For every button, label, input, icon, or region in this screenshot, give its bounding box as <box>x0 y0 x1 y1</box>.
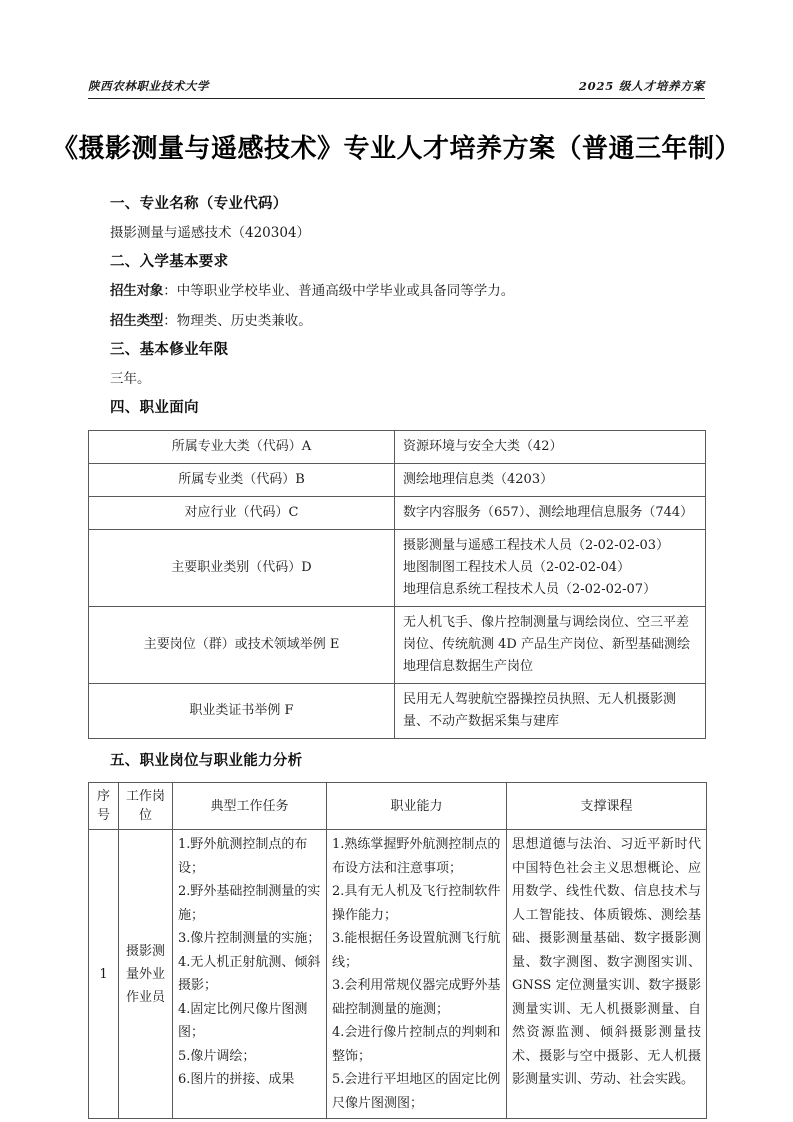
column-header: 支撑课程 <box>507 783 707 830</box>
job-ability-table <box>88 782 707 1119</box>
column-header: 序号 <box>89 783 119 830</box>
career-value-line: 数字内容服务（657）、测绘地理信息服务（744） <box>403 505 694 520</box>
list-item: 1.野外航测控制点的布设； <box>178 837 308 876</box>
section-heading-four: 四、职业面向 <box>110 400 199 416</box>
admission-target-line <box>88 276 706 306</box>
table-header-row <box>89 783 707 830</box>
list-item: 4.固定比例尺像片图测图； <box>178 1001 308 1040</box>
list-item: 3.会利用常规仪器完成野外基础控制测量的施测； <box>332 978 501 1017</box>
career-row-value <box>395 464 706 497</box>
table-row <box>89 464 706 497</box>
career-value-line: 地图制图工程技术人员（2-02-02-04） <box>403 560 631 575</box>
section-heading-one: 一、专业名称（专业代码） <box>110 196 288 212</box>
admission-type-line <box>88 306 706 336</box>
ability-table-body <box>89 830 707 1119</box>
admission-type-label: 招生类型 <box>110 313 164 329</box>
section-heading-two: 二、入学基本要求 <box>110 254 229 270</box>
list-item: 6.图片的拼接、成果 <box>178 1072 295 1087</box>
career-row-value <box>395 684 706 739</box>
career-row-value <box>395 530 706 607</box>
list-item: 2.具有无人机及飞行控制软件操作能力； <box>332 884 501 923</box>
column-header: 职业能力 <box>327 783 507 830</box>
study-duration: 三年。 <box>110 371 151 387</box>
column-header: 工作岗位 <box>119 783 173 830</box>
admission-target-value: ：中等职业学校毕业、普通高级中学毕业或具备同等学力。 <box>163 283 515 299</box>
page-title: 《摄影测量与遥感技术》专业人才培养方案（普通三年制） <box>51 134 741 164</box>
list-item: 5.像片调绘； <box>178 1048 256 1064</box>
career-row-label: 所属专业大类（代码）A <box>89 431 395 464</box>
career-row-label: 主要职业类别（代码）D <box>89 530 395 607</box>
ability-table-head <box>89 783 707 830</box>
section-heading-five: 五、职业岗位与职业能力分析 <box>110 753 303 769</box>
row-index: 1 <box>89 830 119 1119</box>
career-value-line: 摄影测量与遥感工程技术人员（2-02-02-03） <box>403 538 670 553</box>
list-item: 3.能根据任务设置航测飞行航线； <box>332 931 501 970</box>
career-row-value <box>395 497 706 530</box>
career-value-line: 测绘地理信息类（4203） <box>403 472 554 487</box>
career-row-value <box>395 431 706 464</box>
major-name-and-code: 摄影测量与遥感技术（420304） <box>110 225 311 241</box>
column-header: 典型工作任务 <box>173 783 327 830</box>
header-institution: 陕西农林职业技术大学 <box>88 79 209 93</box>
table-row <box>89 530 706 607</box>
career-value-line: 无人机飞手、像片控制测量与调绘岗位、空三平差岗位、传统航测 4D 产品生产岗位、新型基础测绘地理信息数据生产岗位 <box>403 615 690 674</box>
career-orientation-table <box>88 430 706 739</box>
career-row-value <box>395 607 706 684</box>
career-value-line: 地理信息系统工程技术人员（2-02-02-07） <box>403 582 657 597</box>
supporting-courses: 思想道德与法治、习近平新时代中国特色社会主义思想概论、应用数学、线性代数、信息技术与人工智能技、体质锻炼、测绘基础、摄影测量基础、数字摄影测量、数字测图、数字测图实训、GNSS 定位测量实训、数字摄影测量实训、无人机摄影测量、自然资源监测、倾斜摄影测量技术、摄影与空中摄影、无人机摄影测量实训、劳动、社会实践。 <box>507 830 707 1119</box>
list-item: 1.熟练掌握野外航测控制点的布设方法和注意事项； <box>332 837 501 876</box>
typical-work-tasks <box>173 830 327 1119</box>
header-edition: 2025 级人才培养方案 <box>578 79 705 93</box>
table-row <box>89 684 706 739</box>
running-header <box>88 68 705 99</box>
document-body <box>88 190 706 1119</box>
table-row <box>89 497 706 530</box>
section-heading-three: 三、基本修业年限 <box>110 342 229 358</box>
career-table-body <box>89 431 706 739</box>
list-item: 2.野外基础控制测量的实施； <box>178 884 321 923</box>
table-row <box>89 830 707 1119</box>
list-item: 3.像片控制测量的实施； <box>178 931 321 946</box>
career-row-label: 所属专业类（代码）B <box>89 464 395 497</box>
career-value-line: 资源环境与安全大类（42） <box>403 439 563 454</box>
job-post: 摄影测量外业作业员 <box>119 830 173 1119</box>
vocational-abilities <box>327 830 507 1119</box>
list-item: 4.会进行像片控制点的判刺和整饰； <box>332 1025 501 1064</box>
career-row-label: 主要岗位（群）或技术领域举例 E <box>89 607 395 684</box>
career-row-label: 对应行业（代码）C <box>89 497 395 530</box>
list-item: 4.无人机正射航测、倾斜摄影； <box>178 954 321 993</box>
career-value-line: 民用无人驾驶航空器操控员执照、无人机摄影测量、不动产数据采集与建库 <box>403 692 677 729</box>
career-row-label: 职业类证书举例 F <box>89 684 395 739</box>
admission-target-label: 招生对象 <box>110 283 164 299</box>
admission-type-value: ：物理类、历史类兼收。 <box>163 313 312 329</box>
list-item: 5.会进行平坦地区的固定比例尺像片图测图； <box>332 1072 501 1111</box>
table-row <box>89 431 706 464</box>
table-row <box>89 607 706 684</box>
